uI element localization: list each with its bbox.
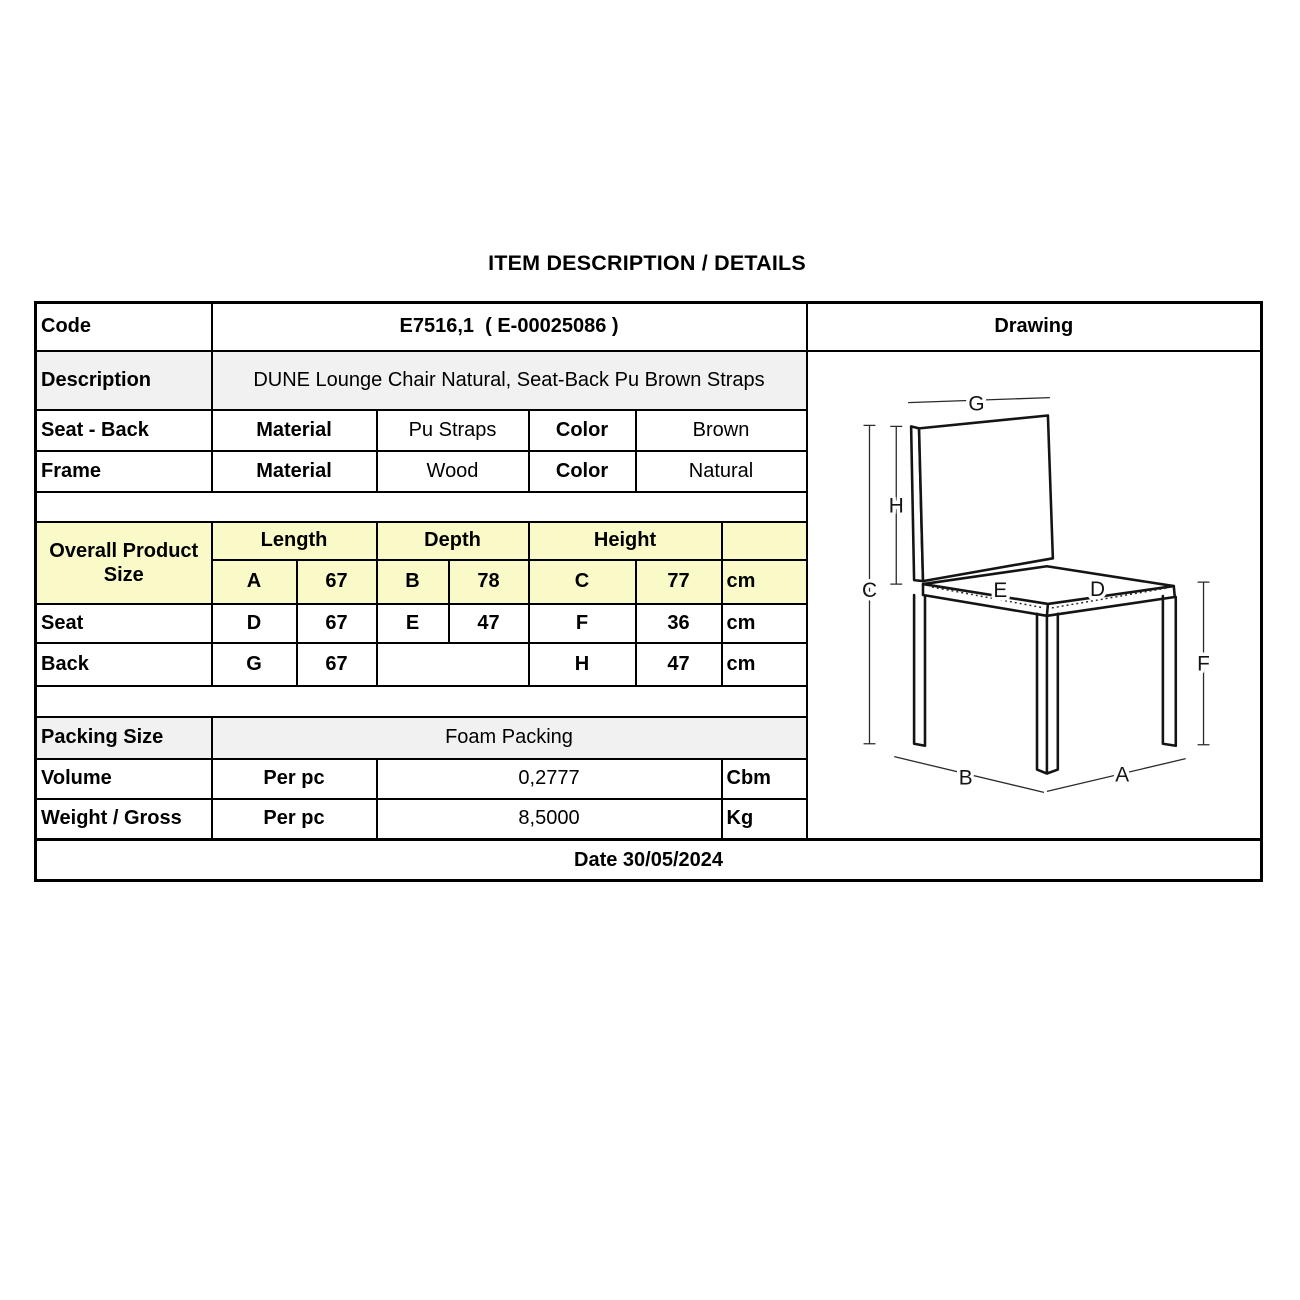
- overall-size-label: Overall Product Size: [36, 522, 212, 604]
- seat-d-value: 67: [297, 604, 377, 643]
- row-description: [36, 351, 1262, 410]
- weight-per-pc: Per pc: [212, 799, 377, 840]
- overall-c-key: C: [529, 560, 636, 604]
- spec-table: [34, 301, 1263, 882]
- description-value: DUNE Lounge Chair Natural, Seat-Back Pu Brown Straps: [212, 351, 807, 410]
- dim-label-f: F: [1196, 652, 1210, 676]
- depth-header: Depth: [377, 522, 529, 560]
- seat-back-color-value: Brown: [636, 410, 807, 451]
- seat-e-key: E: [377, 604, 449, 643]
- seat-back-material-label: Material: [212, 410, 377, 451]
- row-code: [36, 303, 1262, 351]
- seat-back-material-value: Pu Straps: [377, 410, 529, 451]
- code-label: Code: [36, 303, 212, 351]
- packing-size-label: Packing Size: [36, 717, 212, 759]
- code-value: E7516,1 ( E-00025086 ): [212, 303, 807, 351]
- dim-label-g: G: [967, 392, 985, 416]
- page-title: ITEM DESCRIPTION / DETAILS: [488, 251, 806, 275]
- spacer-row: [36, 492, 807, 522]
- back-blank-cell: [377, 643, 529, 686]
- packing-size-value: Foam Packing: [212, 717, 807, 759]
- dim-label-a: A: [1114, 763, 1129, 787]
- dim-label-d: D: [1089, 578, 1105, 602]
- weight-unit: Kg: [722, 799, 807, 840]
- length-header: Length: [212, 522, 377, 560]
- frame-color-value: Natural: [636, 451, 807, 492]
- overall-c-value: 77: [636, 560, 722, 604]
- volume-value: 0,2777: [377, 759, 722, 799]
- volume-per-pc: Per pc: [212, 759, 377, 799]
- seat-back-label: Seat - Back: [36, 410, 212, 451]
- row-date: [36, 840, 1262, 881]
- frame-color-label: Color: [529, 451, 636, 492]
- unit-header-blank: [722, 522, 807, 560]
- back-label: Back: [36, 643, 212, 686]
- overall-a-key: A: [212, 560, 297, 604]
- chair-shape: [911, 416, 1176, 774]
- back-g-key: G: [212, 643, 297, 686]
- back-h-key: H: [529, 643, 636, 686]
- date-value: Date 30/05/2024: [36, 840, 1262, 881]
- volume-label: Volume: [36, 759, 212, 799]
- frame-material-label: Material: [212, 451, 377, 492]
- chair-drawing: [812, 352, 1262, 837]
- weight-value: 8,5000: [377, 799, 722, 840]
- drawing-cell: [807, 351, 1262, 840]
- drawing-header: Drawing: [807, 303, 1262, 351]
- dim-label-e: E: [992, 579, 1007, 603]
- seat-f-value: 36: [636, 604, 722, 643]
- height-header: Height: [529, 522, 722, 560]
- seat-f-key: F: [529, 604, 636, 643]
- seat-back-color-label: Color: [529, 410, 636, 451]
- back-g-value: 67: [297, 643, 377, 686]
- seat-d-key: D: [212, 604, 297, 643]
- back-h-value: 47: [636, 643, 722, 686]
- weight-label: Weight / Gross: [36, 799, 212, 840]
- spacer-row: [36, 686, 807, 717]
- dim-label-b: B: [958, 766, 973, 790]
- dim-label-c: C: [861, 579, 877, 603]
- seat-unit: cm: [722, 604, 807, 643]
- frame-label: Frame: [36, 451, 212, 492]
- overall-a-value: 67: [297, 560, 377, 604]
- seat-e-value: 47: [449, 604, 529, 643]
- volume-unit: Cbm: [722, 759, 807, 799]
- description-label: Description: [36, 351, 212, 410]
- frame-material-value: Wood: [377, 451, 529, 492]
- overall-b-value: 78: [449, 560, 529, 604]
- overall-unit: cm: [722, 560, 807, 604]
- seat-label: Seat: [36, 604, 212, 643]
- dim-label-h: H: [888, 494, 904, 518]
- back-unit: cm: [722, 643, 807, 686]
- overall-b-key: B: [377, 560, 449, 604]
